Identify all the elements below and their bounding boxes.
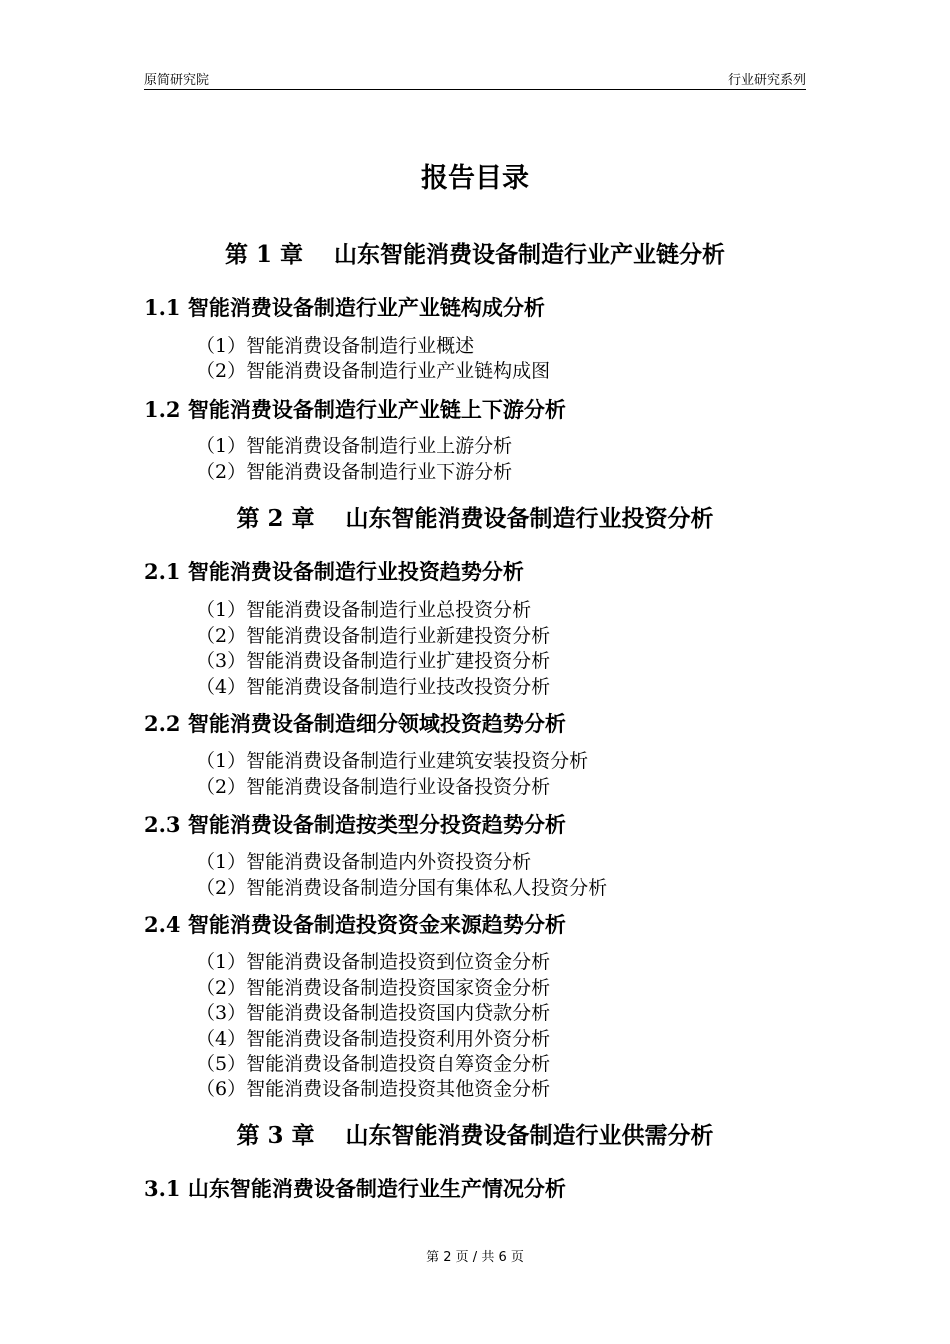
toc-item: （1）智能消费设备制造行业上游分析: [196, 435, 513, 457]
toc-item: （6）智能消费设备制造投资其他资金分析: [196, 1078, 551, 1100]
toc-item: （2）智能消费设备制造行业新建投资分析: [196, 625, 551, 647]
toc-item: （1）智能消费设备制造行业概述: [196, 335, 475, 357]
toc-section-3-1: 3.1 山东智能消费设备制造行业生产情况分析: [144, 1176, 566, 1201]
page-title: 报告目录: [421, 163, 529, 194]
toc-item: （3）智能消费设备制造投资国内贷款分析: [196, 1002, 551, 1024]
toc-item: （2）智能消费设备制造分国有集体私人投资分析: [196, 877, 608, 899]
toc-item: （2）智能消费设备制造行业设备投资分析: [196, 776, 551, 798]
header-series: 行业研究系列: [727, 73, 806, 88]
toc-chapter-2: 第 2 章 山东智能消费设备制造行业投资分析: [236, 505, 714, 532]
toc-section-2-4: 2.4 智能消费设备制造投资资金来源趋势分析: [144, 912, 566, 937]
toc-section-2-2: 2.2 智能消费设备制造细分领域投资趋势分析: [144, 711, 566, 736]
page-footer: 第 2 页 / 共 6 页: [426, 1250, 524, 1265]
toc-item: （1）智能消费设备制造投资到位资金分析: [196, 951, 551, 973]
page-header: [144, 67, 806, 90]
toc-section-1-1: 1.1 智能消费设备制造行业产业链构成分析: [144, 295, 545, 320]
toc-item: （1）智能消费设备制造行业建筑安装投资分析: [196, 750, 589, 772]
toc-item: （1）智能消费设备制造内外资投资分析: [196, 851, 532, 873]
toc-item: （4）智能消费设备制造行业技改投资分析: [196, 676, 551, 698]
toc-chapter-1: 第 1 章 山东智能消费设备制造行业产业链分析: [224, 241, 726, 268]
toc-section-2-3: 2.3 智能消费设备制造按类型分投资趋势分析: [144, 812, 566, 837]
toc-item: （3）智能消费设备制造行业扩建投资分析: [196, 650, 551, 672]
toc-item: （5）智能消费设备制造投资自筹资金分析: [196, 1053, 551, 1075]
toc-chapter-3: 第 3 章 山东智能消费设备制造行业供需分析: [236, 1122, 714, 1149]
toc-item: （2）智能消费设备制造行业下游分析: [196, 461, 513, 483]
toc-section-2-1: 2.1 智能消费设备制造行业投资趋势分析: [144, 559, 524, 584]
toc-item: （2）智能消费设备制造投资国家资金分析: [196, 977, 551, 999]
toc-section-1-2: 1.2 智能消费设备制造行业产业链上下游分析: [144, 397, 566, 422]
header-org: 原简研究院: [144, 73, 210, 88]
toc-item: （1）智能消费设备制造行业总投资分析: [196, 599, 532, 621]
toc-item: （2）智能消费设备制造行业产业链构成图: [196, 360, 551, 382]
toc-item: （4）智能消费设备制造投资利用外资分析: [196, 1028, 551, 1050]
